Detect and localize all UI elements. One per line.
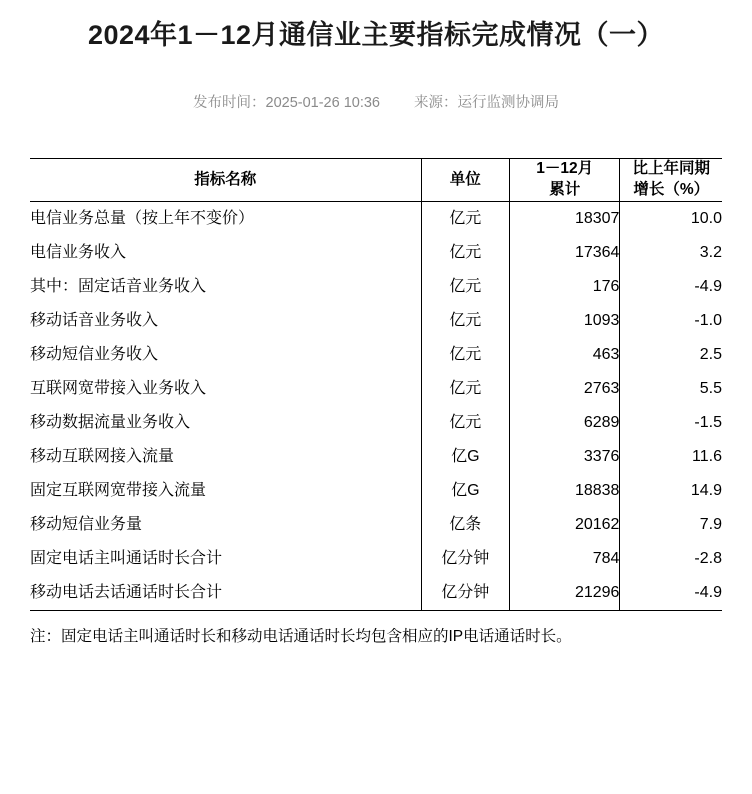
cell-growth: -4.9 — [620, 270, 722, 304]
cell-indicator-name: 移动短信业务收入 — [30, 345, 159, 363]
cell-total: 3376 — [510, 440, 620, 474]
cell-indicator-name: 固定互联网宽带接入流量 — [30, 481, 207, 499]
column-header-growth-line2: 增长（%） — [633, 181, 710, 199]
table-row — [30, 474, 722, 508]
cell-total: 21296 — [510, 576, 620, 611]
cell-growth: 5.5 — [620, 372, 722, 406]
cell-unit: 亿元 — [421, 236, 509, 270]
cell-total: 6289 — [510, 406, 620, 440]
column-header-total — [510, 159, 620, 202]
table-row — [30, 338, 722, 372]
publish-time-label: 发布时间： — [193, 95, 266, 112]
cell-growth: -2.8 — [620, 542, 722, 576]
cell-unit: 亿G — [421, 474, 509, 508]
table-row — [30, 270, 722, 304]
cell-indicator-name: 移动话音业务收入 — [30, 311, 159, 329]
table-row — [30, 576, 722, 611]
table-head — [30, 159, 722, 202]
cell-total: 784 — [510, 542, 620, 576]
table-row — [30, 304, 722, 338]
column-header-growth — [620, 159, 722, 202]
table-row — [30, 372, 722, 406]
cell-total: 20162 — [510, 508, 620, 542]
cell-total: 463 — [510, 338, 620, 372]
cell-total: 2763 — [510, 372, 620, 406]
cell-growth: -4.9 — [620, 576, 722, 611]
page-title: 2024年1－12月通信业主要指标完成情况（一） — [87, 20, 665, 50]
cell-unit: 亿条 — [421, 508, 509, 542]
cell-indicator-name: 移动数据流量业务收入 — [30, 413, 191, 431]
cell-total: 176 — [510, 270, 620, 304]
source-label: 来源： — [414, 95, 458, 112]
table-row — [30, 201, 722, 236]
cell-growth: 14.9 — [620, 474, 722, 508]
column-header-total-line2: 累计 — [549, 181, 581, 199]
cell-growth: -1.5 — [620, 406, 722, 440]
cell-unit: 亿G — [421, 440, 509, 474]
table-note: 注：固定电话主叫通话时长和移动电话通话时长均包含相应的IP电话通话时长。 — [30, 627, 572, 645]
source-value: 运行监测协调局 — [457, 95, 559, 112]
cell-unit: 亿元 — [421, 304, 509, 338]
cell-indicator-name: 其中：固定话音业务收入 — [30, 277, 207, 295]
cell-growth: 11.6 — [620, 440, 722, 474]
cell-unit: 亿分钟 — [421, 542, 509, 576]
table-header-row — [30, 159, 722, 202]
cell-unit: 亿元 — [421, 338, 509, 372]
cell-growth: 10.0 — [620, 201, 722, 236]
cell-growth: -1.0 — [620, 304, 722, 338]
cell-indicator-name: 互联网宽带接入业务收入 — [30, 379, 207, 397]
cell-total: 1093 — [510, 304, 620, 338]
cell-total: 18307 — [510, 201, 620, 236]
cell-indicator-name: 电信业务总量（按上年不变价） — [30, 209, 255, 227]
table-row — [30, 508, 722, 542]
cell-indicator-name: 固定电话主叫通话时长合计 — [30, 549, 223, 567]
cell-indicator-name: 移动短信业务量 — [30, 515, 143, 533]
table-row — [30, 542, 722, 576]
cell-indicator-name: 电信业务收入 — [30, 243, 127, 261]
cell-total: 17364 — [510, 236, 620, 270]
cell-unit: 亿元 — [421, 201, 509, 236]
cell-unit: 亿元 — [421, 406, 509, 440]
cell-unit: 亿元 — [421, 372, 509, 406]
column-header-total-line1: 1－12月 — [536, 160, 594, 178]
cell-total: 18838 — [510, 474, 620, 508]
document-meta — [24, 91, 728, 112]
column-header-name: 指标名称 — [30, 159, 421, 202]
indicators-table — [30, 158, 722, 611]
table-body — [30, 201, 722, 610]
column-header-growth-line1: 比上年同期 — [632, 160, 710, 178]
cell-growth: 3.2 — [620, 236, 722, 270]
cell-indicator-name: 移动电话去话通话时长合计 — [30, 576, 421, 611]
table-row — [30, 406, 722, 440]
column-header-unit: 单位 — [421, 159, 509, 202]
cell-unit: 亿元 — [421, 270, 509, 304]
cell-unit: 亿分钟 — [421, 576, 509, 611]
table-row — [30, 440, 722, 474]
publish-time-value: 2025-01-26 10:36 — [265, 95, 380, 112]
cell-growth: 2.5 — [620, 338, 722, 372]
cell-growth: 7.9 — [620, 508, 722, 542]
table-row — [30, 236, 722, 270]
cell-indicator-name: 移动互联网接入流量 — [30, 447, 175, 465]
